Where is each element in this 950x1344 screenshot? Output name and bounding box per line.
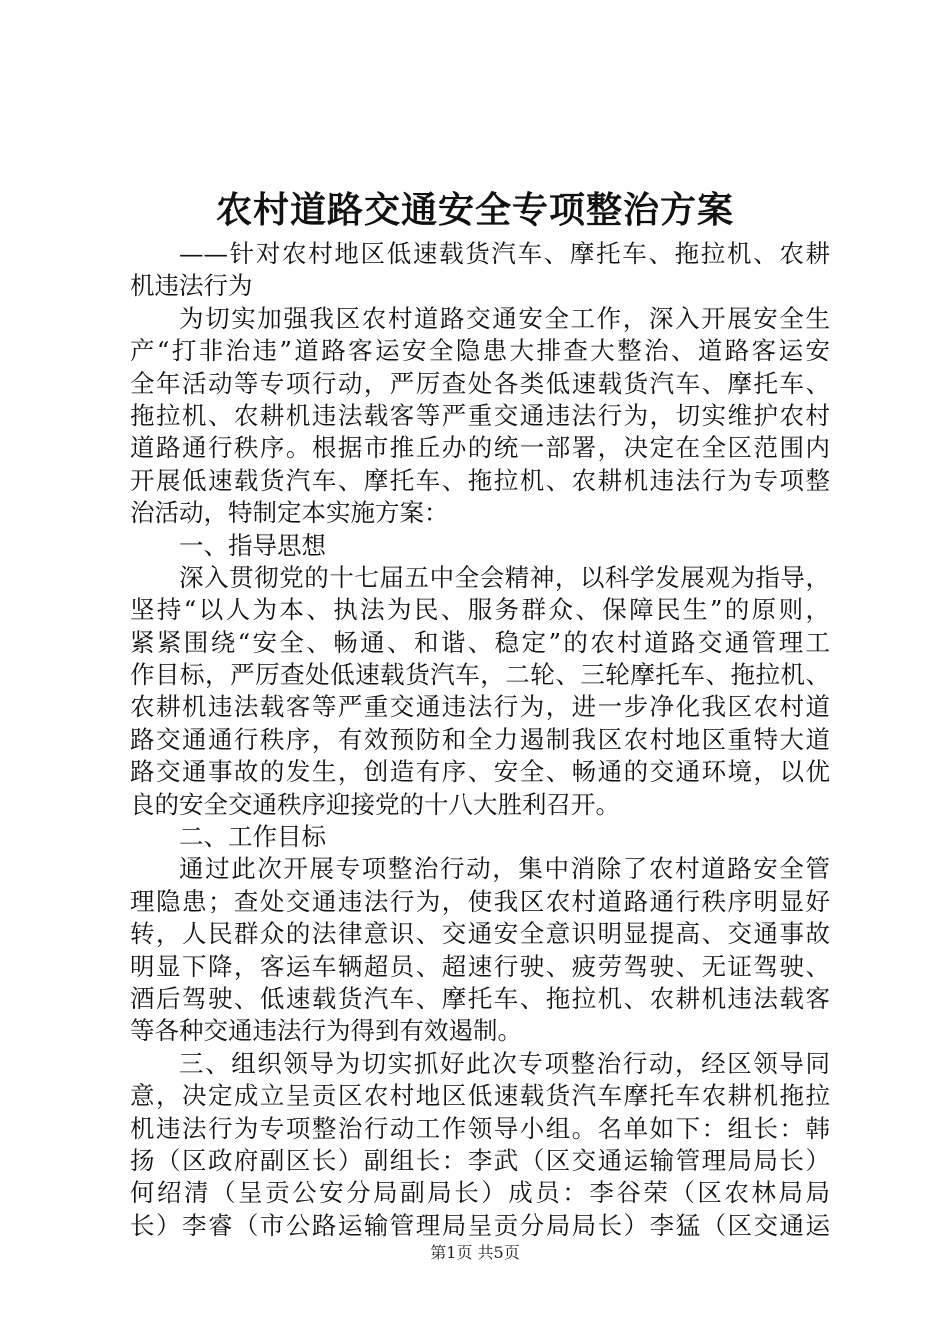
body-line: 通过此次开展专项整治行动，集中消除了农村道路安全管: [179, 854, 830, 884]
body-line: ——针对农村地区低速载货汽车、摩托车、拖拉机、农耕: [179, 239, 830, 268]
body-line: 机违法行为: [130, 271, 253, 301]
body-line: 道路通行秩序。根据市推丘办的统一部署，决定在全区范围内: [130, 433, 830, 463]
body-line: 拖拉机、农耕机违法载客等严重交通违法行为，切实维护农村: [130, 400, 830, 430]
body-line: 二、工作目标: [179, 822, 326, 852]
body-line: 理隐患；查处交通违法行为，使我区农村道路通行秩序明显好: [130, 886, 830, 916]
body-line: 紧紧围绕“安全、畅通、和谐、稳定”的农村道路交通管理工: [130, 627, 830, 657]
body-line: 农耕机违法载客等严重交通违法行为，进一步净化我区农村道: [130, 692, 830, 722]
body-line: 良的安全交通秩序迎接党的十八大胜利召开。: [130, 789, 620, 819]
body-line: 路交通通行秩序，有效预防和全力遏制我区农村地区重特大道: [130, 724, 830, 754]
page-footer: 第1页 共5页: [430, 1243, 520, 1262]
body-line: 转，人民群众的法律意识、交通安全意识明显提高、交通事故: [130, 919, 830, 949]
body-line: 机违法行为专项整治行动工作领导小组。名单如下：组长：韩: [130, 1113, 830, 1143]
body-line: 意，决定成立呈贡区农村地区低速载货汽车摩托车农耕机拖拉: [130, 1081, 830, 1111]
body-line: 为切实加强我区农村道路交通安全工作，深入开展安全生: [179, 303, 830, 333]
body-line: 坚持“以人为本、执法为民、服务群众、保障民生”的原则，: [130, 595, 830, 625]
body-line: 长）李睿（市公路运输管理局呈贡分局局长）李猛（区交通运: [130, 1210, 830, 1240]
body-line: 明显下降，客运车辆超员、超速行驶、疲劳驾驶、无证驾驶、: [130, 951, 830, 981]
body-line: 治活动，特制定本实施方案：: [130, 498, 449, 528]
body-line: 扬（区政府副区长）副组长：李武（区交通运输管理局局长）: [130, 1145, 830, 1175]
document-body: [130, 238, 830, 1242]
body-line: 等各种交通违法行为得到有效遏制。: [130, 1016, 522, 1046]
body-line: 三、组织领导为切实抓好此次专项整治行动，经区领导同: [179, 1048, 830, 1078]
document-title: 农村道路交通安全专项整治方案: [215, 189, 734, 231]
body-line: 产“打非治违”道路客运安全隐患大排查大整治、道路客运安: [130, 336, 830, 366]
body-line: 一、指导思想: [179, 530, 326, 560]
body-line: 开展低速载货汽车、摩托车、拖拉机、农耕机违法行为专项整: [130, 465, 830, 495]
body-line: 全年活动等专项行动，严厉查处各类低速载货汽车、摩托车、: [130, 368, 830, 398]
body-line: 作目标，严厉查处低速载货汽车，二轮、三轮摩托车、拖拉机、: [130, 660, 830, 690]
body-line: 酒后驾驶、低速载货汽车、摩托车、拖拉机、农耕机违法载客: [130, 983, 830, 1013]
body-line: 何绍清（呈贡公安分局副局长）成员：李谷荣（区农林局局: [130, 1178, 830, 1208]
body-line: 路交通事故的发生，创造有序、安全、畅通的交通环境，以优: [130, 757, 830, 787]
body-line: 深入贯彻党的十七届五中全会精神，以科学发展观为指导，: [179, 562, 830, 592]
